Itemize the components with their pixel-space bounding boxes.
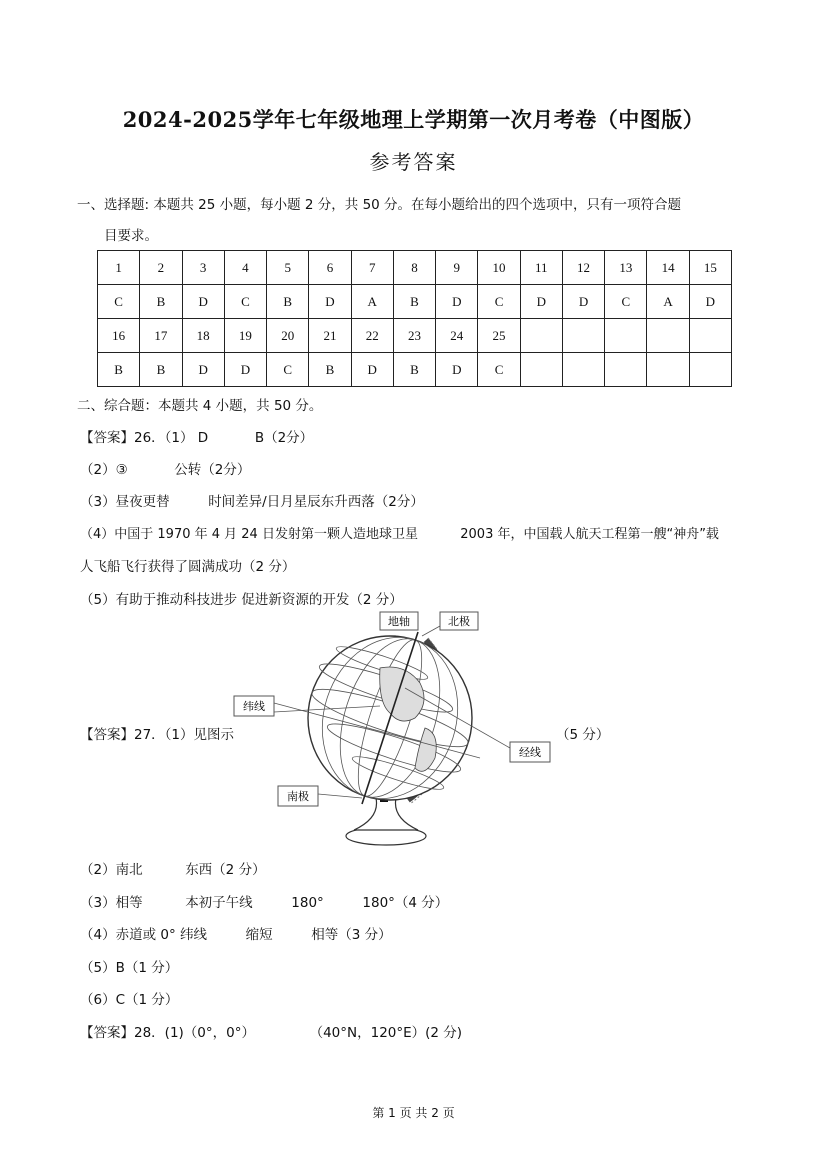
table-cell: C [478,353,520,387]
q28-answer-1a: 【答案】28．(1)（0°，0°） [80,1025,255,1041]
table-cell [689,353,731,387]
table-cell: 21 [309,319,351,353]
table-cell: 17 [140,319,182,353]
page-title: 2024-2025学年七年级地理上学期第一次月考卷（中图版） [122,107,705,132]
globe-figure [230,608,570,850]
table-cell: 19 [224,319,266,353]
q27-line5: （5）B（1 分） [80,960,179,976]
q27-score1: （5 分） [556,727,610,743]
table-cell: A [351,285,393,319]
table-cell: 15 [689,251,731,285]
table-cell: B [140,285,182,319]
q26-line1 [80,426,313,446]
table-cell: D [351,353,393,387]
table-cell [647,319,689,353]
table-cell: B [393,353,435,387]
table-cell: 20 [267,319,309,353]
table-cell: 18 [182,319,224,353]
q27-line2 [80,858,266,878]
page-subtitle: 参考答案 [369,150,458,174]
table-cell: 6 [309,251,351,285]
table-cell: 8 [393,251,435,285]
table-cell: B [393,285,435,319]
table-cell: B [98,353,140,387]
q26-line3 [80,490,424,510]
table-cell [520,353,562,387]
table-row [98,285,732,319]
q26-line6: （5）有助于推动科技进步 促进新资源的开发（2 分） [80,592,403,608]
table-cell: 1 [98,251,140,285]
table-cell: D [182,285,224,319]
table-cell: 14 [647,251,689,285]
section1-instruction-line2: 目要求。 [104,228,158,244]
table-cell: B [267,285,309,319]
q27-answer-4c: 相等（3 分） [311,927,392,943]
q26-answer-3a: （3）昼夜更替 [80,494,170,510]
table-cell: 4 [224,251,266,285]
table-cell: D [309,285,351,319]
table-cell [605,353,647,387]
table-row [98,251,732,285]
table-row [98,319,732,353]
table-cell: 2 [140,251,182,285]
table-cell: 12 [562,251,604,285]
q26-answer-1b: B（2分） [254,430,314,446]
q26-answer-2a: （2）③ [80,462,128,478]
q27-line4 [80,923,392,943]
table-cell [562,319,604,353]
q27-answer-4b: 缩短 [245,927,273,943]
table-cell: D [520,285,562,319]
table-cell: C [605,285,647,319]
q27-line1: 【答案】27．（1）见图示 [80,727,235,743]
table-cell: 13 [605,251,647,285]
q27-line6: （6）C（1 分） [80,992,179,1008]
table-cell [562,353,604,387]
table-cell: C [224,285,266,319]
section1-instruction-line1: 一、选择题: 本题共 25 小题，每小题 2 分，共 50 分。在每小题给出的四个选项中，只有一项符合题 [77,197,682,213]
q27-answer-3a: （3）相等 [80,895,143,911]
label-axis: 地轴 [388,615,410,628]
table-row [98,353,732,387]
globe-stand-neck [354,798,418,830]
table-cell: D [436,353,478,387]
table-cell: 3 [182,251,224,285]
q26-answer-2b: 公转（2分） [174,462,251,478]
section2-header: 二、综合题：本题共 4 小题，共 50 分。 [77,398,323,414]
table-cell: C [98,285,140,319]
table-cell: 9 [436,251,478,285]
q26-line2 [80,458,250,478]
q28-answer-1b: （40°N，120°E）(2 分) [309,1025,463,1041]
label-north-pole: 北极 [448,615,470,628]
label-longitude: 经线 [519,746,541,759]
q27-line3 [80,891,448,911]
q27-answer-3b: 本初子午线 [185,895,253,911]
table-cell [689,319,731,353]
q26-line4 [80,523,719,542]
table-cell: 25 [478,319,520,353]
q27-answer-3c: 180° [291,895,324,911]
q26-answer-3b: 时间差异/日月星辰东升西落（2分） [208,494,424,510]
q27-answer-4a: （4）赤道或 0° 纬线 [80,927,208,943]
q27-answer-2b: 东西（2 分） [185,862,266,878]
q26-answer-4a: （4）中国于 1970 年 4 月 24 日发射第一颗人造地球卫星 [80,527,418,542]
table-cell: A [647,285,689,319]
table-cell: D [689,285,731,319]
table-cell: 22 [351,319,393,353]
q26-answer-1a: 【答案】26．（1） D [80,430,209,446]
label-latitude: 纬线 [243,700,265,713]
table-cell [647,353,689,387]
table-cell: 7 [351,251,393,285]
table-cell: B [140,353,182,387]
page-footer: 第 1 页 共 2 页 [372,1106,455,1120]
q27-answer-3d: 180°（4 分） [362,895,449,911]
table-cell [520,319,562,353]
q26-line5: 人飞船飞行获得了圆满成功（2 分） [80,559,296,575]
label-south-pole: 南极 [287,790,309,803]
table-cell: B [309,353,351,387]
q26-answer-4b: 2003 年，中国载人航天工程第一艘“神舟”载 [460,527,719,542]
table-cell: 10 [478,251,520,285]
q28-line1 [80,1021,462,1041]
table-cell: 23 [393,319,435,353]
table-cell: C [478,285,520,319]
table-cell: 11 [520,251,562,285]
table-cell: 5 [267,251,309,285]
table-cell: C [267,353,309,387]
table-cell: D [562,285,604,319]
table-cell: D [224,353,266,387]
table-cell: D [436,285,478,319]
q27-answer-2a: （2）南北 [80,862,143,878]
table-cell [605,319,647,353]
table-cell: 16 [98,319,140,353]
table-cell: D [182,353,224,387]
table-cell: 24 [436,319,478,353]
answer-table [97,250,732,387]
